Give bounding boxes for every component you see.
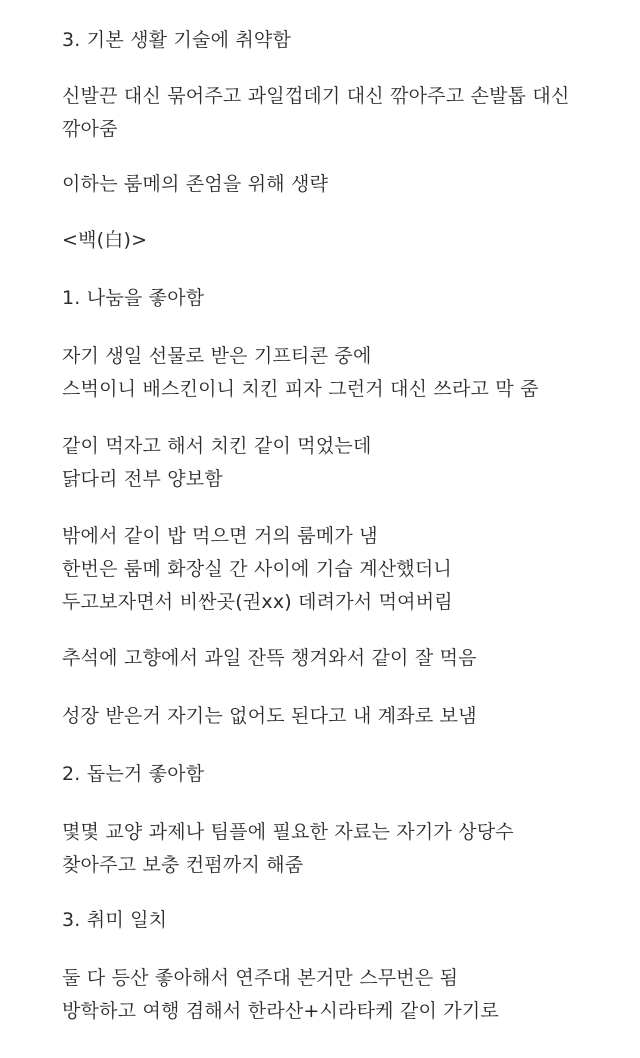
text-line: <백(白)> bbox=[62, 229, 148, 251]
text-line: 밖에서 같이 밥 먹으면 거의 룸메가 냄 bbox=[62, 525, 378, 547]
text-line: 닭다리 전부 양보함 bbox=[62, 468, 223, 490]
paragraph-chicken bbox=[62, 430, 622, 496]
paragraph-chuseok bbox=[62, 642, 622, 675]
paragraph-assignments bbox=[62, 816, 622, 882]
text-line: 성장 받은거 자기는 없어도 된다고 내 계좌로 보냄 bbox=[62, 705, 477, 727]
section-heading-2-helping bbox=[62, 758, 622, 791]
paragraph-omitted bbox=[62, 168, 622, 201]
text-line: 둘 다 등산 좋아해서 연주대 본거만 스무번은 됨 bbox=[62, 967, 459, 989]
paragraph-gifticons bbox=[62, 340, 622, 406]
text-line: 2. 돕는거 좋아함 bbox=[62, 763, 205, 785]
text-line: 이하는 룸메의 존엄을 위해 생략 bbox=[62, 173, 329, 195]
section-heading-3-hobby bbox=[62, 904, 622, 937]
text-line: 3. 기본 생활 기술에 취약함 bbox=[62, 29, 292, 51]
text-line: 몇몇 교양 과제나 팀플에 필요한 자료는 자기가 상당수 bbox=[62, 821, 514, 843]
paragraph-shoelaces bbox=[62, 80, 622, 146]
text-line: 같이 먹자고 해서 치킨 같이 먹었는데 bbox=[62, 435, 372, 457]
paragraph-eating-out bbox=[62, 520, 622, 619]
section-heading-3-basic-skills bbox=[62, 24, 622, 57]
text-line: 찾아주고 보충 컨펌까지 해줌 bbox=[62, 854, 304, 876]
text-line: 두고보자면서 비싼곳(권xx) 데려가서 먹여버림 bbox=[62, 591, 453, 613]
text-line: 스벅이니 배스킨이니 치킨 피자 그런거 대신 쓰라고 막 줌 bbox=[62, 378, 539, 400]
text-line: 한번은 룸메 화장실 간 사이에 기습 계산했더니 bbox=[62, 558, 452, 580]
paragraph-hiking bbox=[62, 962, 622, 1028]
text-line: 자기 생일 선물로 받은 기프티콘 중에 bbox=[62, 345, 372, 367]
paragraph-transfer bbox=[62, 700, 622, 733]
section-heading-white bbox=[62, 224, 622, 257]
text-line: 3. 취미 일치 bbox=[62, 909, 168, 931]
text-line: 추석에 고향에서 과일 잔뜩 챙겨와서 같이 잘 먹음 bbox=[62, 647, 477, 669]
text-line: 신발끈 대신 묶어주고 과일껍데기 대신 깎아주고 손발톱 대신 bbox=[62, 85, 570, 107]
text-line: 1. 나눔을 좋아함 bbox=[62, 287, 205, 309]
text-line: 방학하고 여행 겸해서 한라산+시라타케 같이 가기로 bbox=[62, 1000, 499, 1022]
section-heading-1-sharing bbox=[62, 282, 622, 315]
text-line: 깎아줌 bbox=[62, 118, 118, 140]
